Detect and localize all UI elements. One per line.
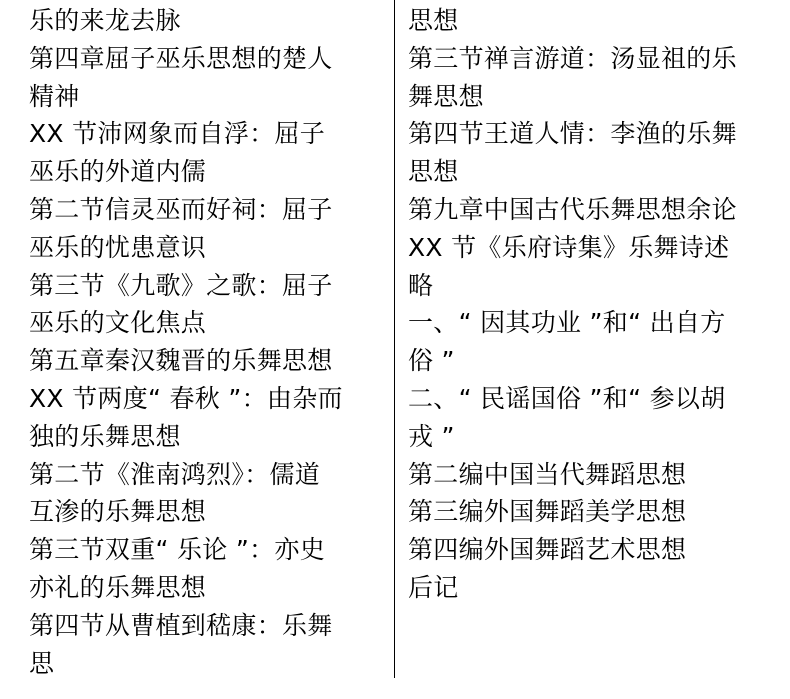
toc-line: 戎 ” (408, 421, 455, 451)
toc-line: 互渗的乐舞思想 (29, 497, 207, 527)
toc-line: 第三节《九歌》之歌：屈子 (29, 270, 333, 300)
toc-line: 第五章秦汉魏晋的乐舞思想 (29, 346, 333, 376)
toc-line: XX 节沛网象而自浮：屈子 (29, 119, 326, 149)
toc-line: 巫乐的忧患意识 (29, 232, 207, 262)
toc-line: 略 (408, 270, 434, 300)
toc-line: 第三节双重“ 乐论 ”：亦史 (29, 535, 325, 565)
toc-line: 第二节信灵巫而好祠：屈子 (29, 194, 333, 224)
toc-line: 第四编外国舞蹈艺术思想 (408, 535, 687, 565)
toc-line: XX 节两度“ 春秋 ”：由杂而 (29, 383, 343, 413)
toc-line: 第四章屈子巫乐思想的楚人 (29, 43, 333, 73)
toc-line: 第四节从曹植到嵇康：乐舞 (29, 610, 333, 640)
toc-line: 舞思想 (408, 81, 484, 111)
left-column (29, 2, 384, 682)
toc-line: 一、“ 因其功业 ”和“ 出自方 (408, 308, 726, 338)
toc-line: 第九章中国古代乐舞思想余论 (408, 194, 737, 224)
toc-line: 思想 (408, 6, 459, 35)
column-divider (394, 0, 395, 678)
toc-line: 第三编外国舞蹈美学思想 (408, 497, 687, 527)
toc-line: 第三节禅言游道：汤显祖的乐 (408, 43, 737, 73)
right-column (408, 2, 778, 607)
toc-line: 巫乐的外道内儒 (29, 157, 207, 187)
toc-line: 后记 (408, 572, 459, 602)
toc-line: 俗 ” (408, 346, 455, 376)
toc-line: 第二编中国当代舞蹈思想 (408, 459, 687, 489)
toc-line: 亦礼的乐舞思想 (29, 572, 207, 602)
toc-line: 二、“ 民谣国俗 ”和“ 参以胡 (408, 383, 726, 413)
toc-line: 思 (29, 648, 55, 678)
toc-line: 乐的来龙去脉 (29, 6, 181, 35)
toc-line: 思想 (408, 157, 459, 187)
toc-line: 第二节《淮南鸿烈》：儒道 (29, 459, 321, 489)
toc-line: 巫乐的文化焦点 (29, 308, 207, 338)
toc-line: 独的乐舞思想 (29, 421, 181, 451)
toc-line: XX 节《乐府诗集》乐舞诗述 (408, 232, 730, 262)
toc-line: 第四节王道人情：李渔的乐舞 (408, 119, 737, 149)
toc-line: 精神 (29, 81, 80, 111)
